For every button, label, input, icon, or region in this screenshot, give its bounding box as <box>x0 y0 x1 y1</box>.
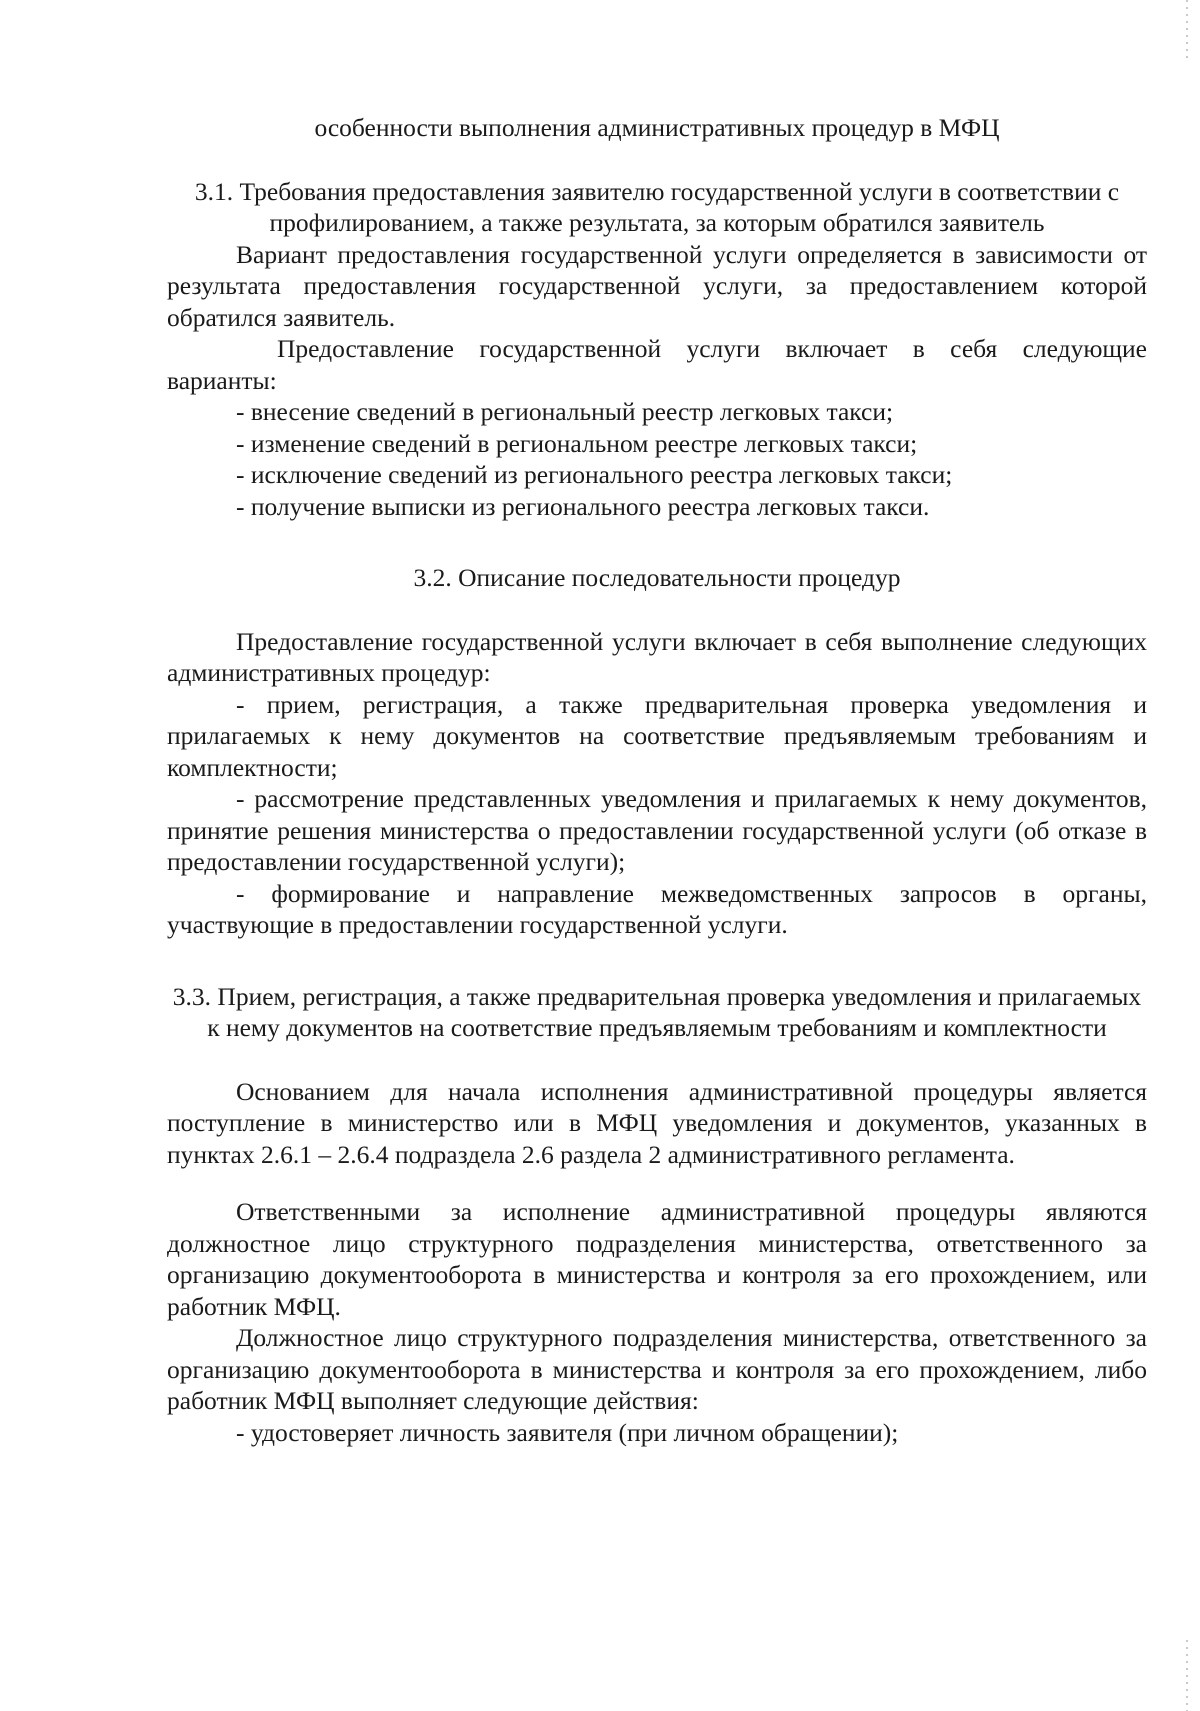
section-3-1 <box>167 176 1147 523</box>
section-3-2-item-3: - формирование и направление межведомственных запросов в органы, участвующие в предоставлении государственной услуги. <box>167 878 1147 939</box>
spacer <box>167 941 1147 981</box>
spacer <box>167 1044 1147 1076</box>
section-3-1-item-2: - изменение сведений в региональном реестре легковых такси; <box>236 428 918 458</box>
section-3-1-item-1: - внесение сведений в региональный реестр легковых такси; <box>236 397 894 426</box>
section-3-2 <box>167 562 1147 941</box>
section-3-3-para-3: Должностное лицо структурного подразделения министерства, ответственного за организацию документооборота в министерства и контроля за его прохождением, либо работник МФЦ выполняет следующие действия: <box>167 1323 1147 1415</box>
section-3-1-item-4: - получение выписки из регионального реестра легковых такси. <box>236 491 930 521</box>
section-3-1-item-3: - исключение сведений из регионального реестра легковых такси; <box>236 460 953 489</box>
spacer <box>167 522 1147 562</box>
scan-edge-mark-bottom <box>1186 1640 1188 1711</box>
section-3-2-item-2: - рассмотрение представленных уведомления и прилагаемых к нему документов, принятие решения министерства о предоставлении государственной услуги (об отказе в предоставлении государственной услуги); <box>167 784 1147 876</box>
section-3-3 <box>167 981 1147 1449</box>
section-3-3-para-1: Основанием для начала исполнения административной процедуры является поступление в министерство или в МФЦ уведомления и документов, указанных в пунктах 2.6.1 – 2.6.4 подраздела 2.6 раздела 2 административного регламента. <box>167 1076 1147 1169</box>
section-3-1-para-2: Предоставление государственной услуги включает в себя следующие варианты: <box>167 334 1147 395</box>
document-page <box>167 112 1147 1448</box>
section-3-3-title: 3.3. Прием, регистрация, а также предварительная проверка уведомления и прилагаемых к нему документов на соответствие предъявляемым требованиям и комплектности <box>172 981 1142 1042</box>
section-3-1-title: 3.1. Требования предоставления заявителю государственной услуги в соответствии с профилированием, а также результата, за которым обратился заявитель <box>194 176 1120 237</box>
heading-top: особенности выполнения административных процедур в МФЦ <box>314 113 1000 142</box>
section-3-3-item-1: - удостоверяет личность заявителя (при личном обращении); <box>236 1417 899 1447</box>
spacer <box>167 594 1147 626</box>
spacer <box>167 144 1147 176</box>
scan-edge-mark-top <box>1186 0 1188 60</box>
section-3-3-para-2: Ответственными за исполнение административной процедуры являются должностное лицо структурного подразделения министерства, ответственного за организацию документооборота в министерства и контроля за его прохождением, или работник МФЦ. <box>167 1197 1147 1321</box>
section-3-1-para-1: Вариант предоставления государственной услуги определяется в зависимости от результата предоставления государственной услуги, за предоставлением которой обратился заявитель. <box>167 239 1147 332</box>
section-3-2-para-1: Предоставление государственной услуги включает в себя выполнение следующих административных процедур: <box>167 626 1147 687</box>
section-3-2-item-1: - прием, регистрация, а также предварительная проверка уведомления и прилагаемых к нему документов на соответствие предъявляемым требованиям и комплектности; <box>167 689 1147 782</box>
section-3-2-title: 3.2. Описание последовательности процедур <box>413 563 901 592</box>
spacer <box>167 1170 1147 1196</box>
